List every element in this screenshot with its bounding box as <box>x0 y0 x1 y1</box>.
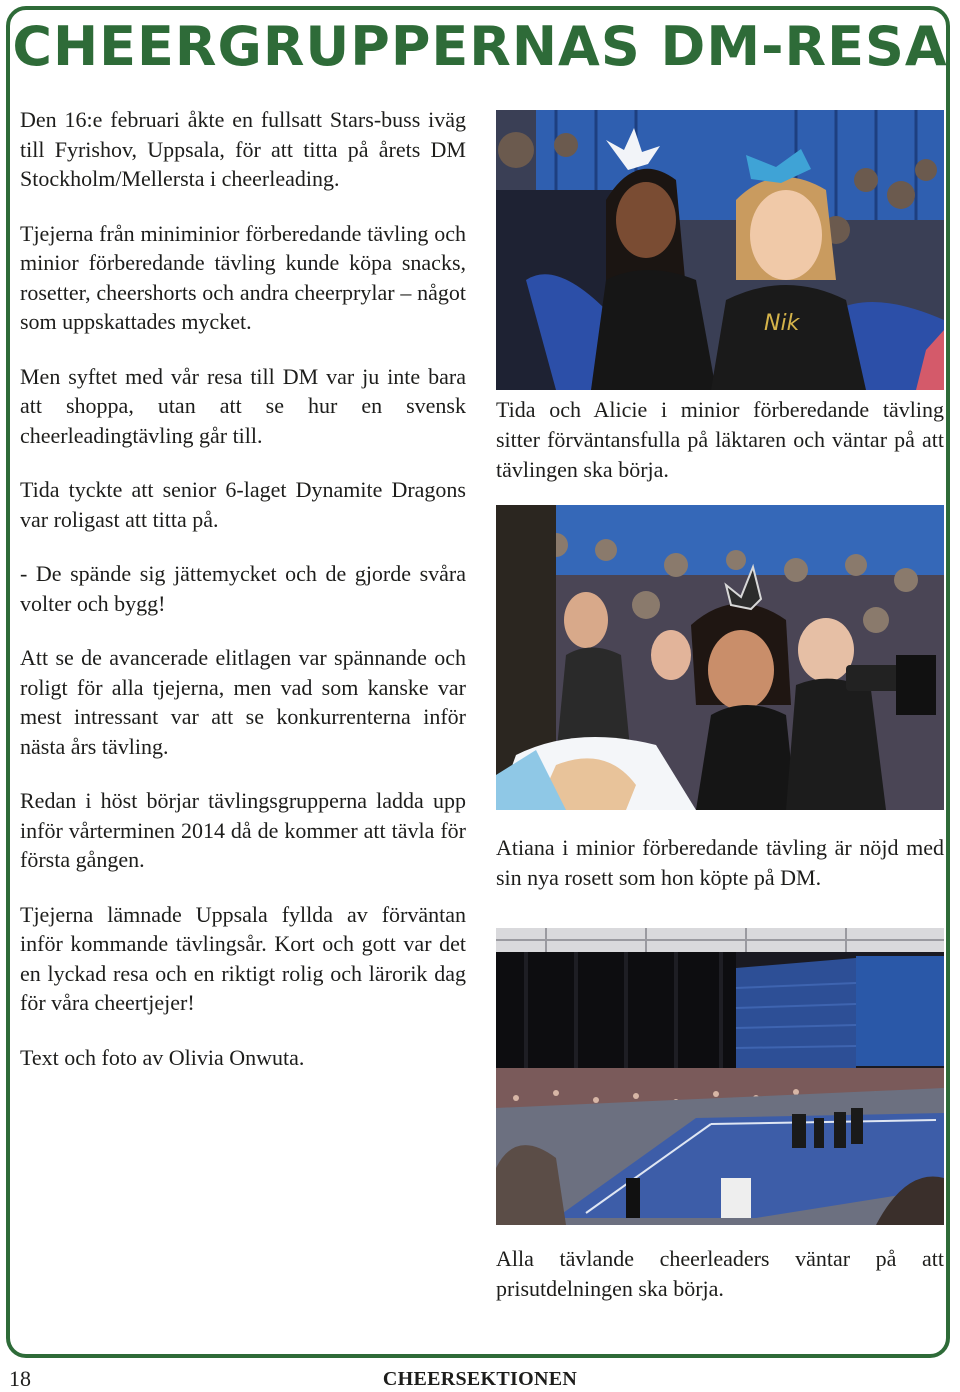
footer-section-title: CHEERSEKTIONEN <box>382 1368 578 1390</box>
caption-photo-3: Alla tävlande cheerleaders väntar på att prisutdelningen ska börja. <box>496 1246 944 1301</box>
page-number: 18 <box>9 1366 31 1391</box>
paragraph: Tjejerna lämnade Uppsala fyllda av förväntan inför kommande tävlingsår. Kort och gott var det en lyckad resa och en riktigt rolig och lärorik dag för våra cheertjejer! <box>20 901 466 1015</box>
paragraph: Tjejerna från miniminior förberedande tävling och minior förberedande tävling kunde köpa snacks, rosetter, cheershorts och andra cheerprylar – något som uppskattades mycket. <box>20 220 466 334</box>
paragraph: Den 16:e februari åkte en fullsatt Stars-buss iväg till Fyrishov, Uppsala, för att titta på årets DM Stockholm/Mellersta i cheerleading. <box>20 107 466 191</box>
paragraph: Men syftet med vår resa till DM var ju inte bara att shoppa, utan att se hur en svensk cheerleadingtävling går till. <box>20 363 466 448</box>
photo-girls-in-stands <box>496 110 944 390</box>
photo-credit: Text och foto av Olivia Onwuta. <box>20 1044 305 1070</box>
svg-text:Nik: Nik <box>764 311 800 336</box>
caption-photo-2: Atiana i minior förberedande tävling är nöjd med sin nya rosett som hon köpte på DM. <box>496 835 944 890</box>
paragraph: - De spände sig jättemycket och de gjorde svåra volter och bygg! <box>20 561 466 616</box>
paragraph: Att se de avancerade elitlagen var spännande och roligt för alla tjejerna, men vad som kanske var mest intressant var att se konkurrenterna inför nästa års tävling. <box>20 645 466 759</box>
photo-arena-prize-ceremony <box>496 928 944 1225</box>
photo-atiana-with-bow <box>496 505 944 810</box>
caption-photo-1: Tida och Alicie i minior förberedande tävling sitter förväntansfulla på läktaren och väntar på att tävlingen ska börja. <box>496 397 944 482</box>
paragraph: Redan i höst börjar tävlingsgrupperna ladda upp inför vårterminen 2014 då de kommer att tävla för första gången. <box>20 788 466 872</box>
paragraph: Tida tyckte att senior 6-laget Dynamite Dragons var roligast att titta på. <box>20 477 466 532</box>
article-body <box>20 105 466 1097</box>
page-title: CHEERGRUPPERNAS DM-RESA <box>12 15 948 78</box>
